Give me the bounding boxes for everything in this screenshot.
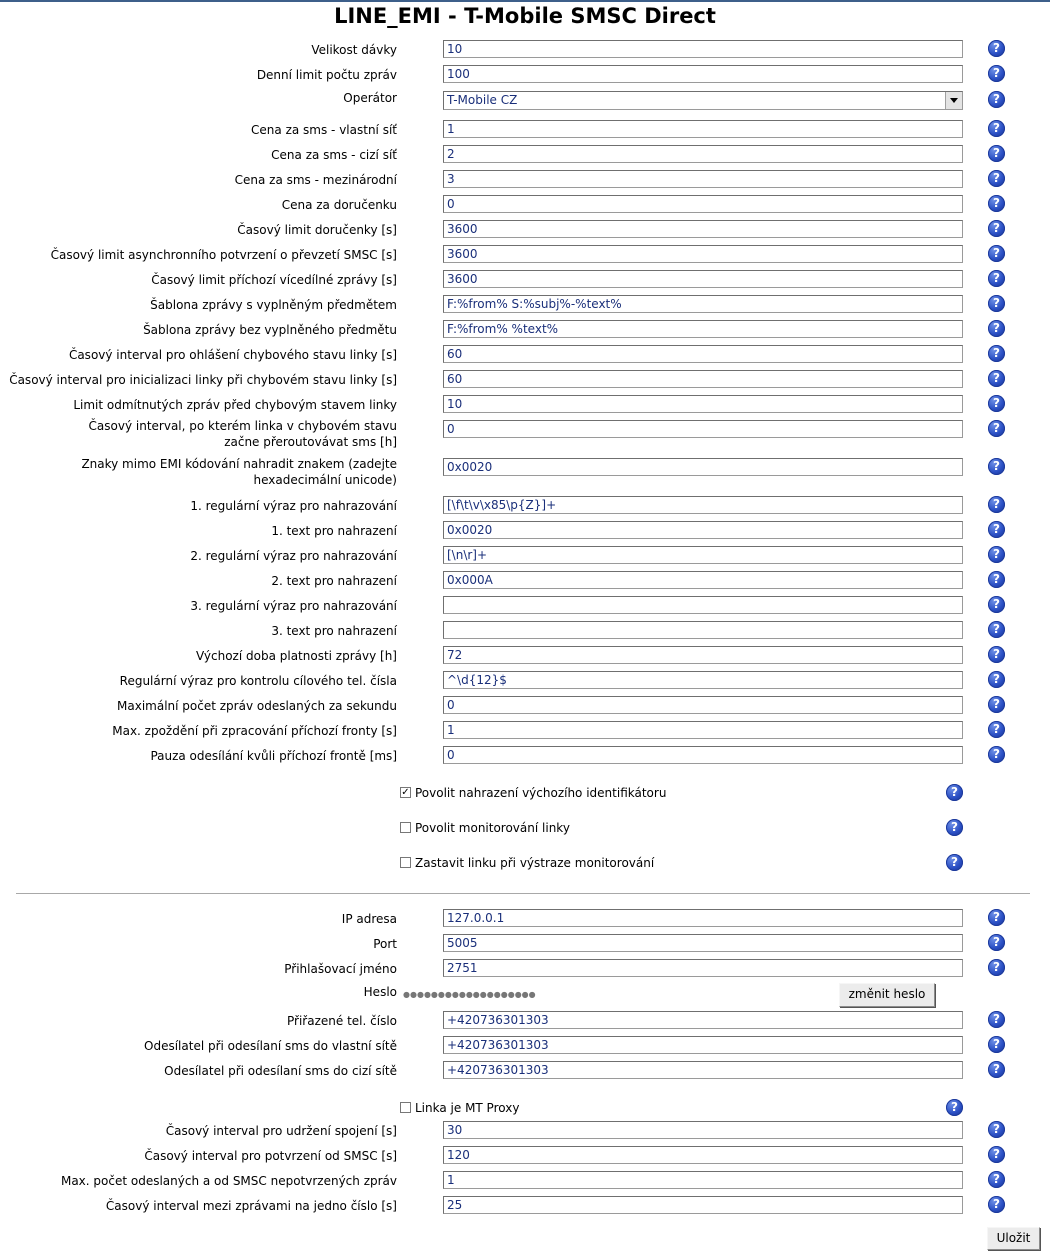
number-1-input[interactable] xyxy=(443,1011,963,1029)
save-button[interactable]: Uložit xyxy=(987,1227,1040,1250)
help-icon[interactable]: ? xyxy=(988,1036,1005,1053)
page-title: LINE_EMI - T-Mobile SMSC Direct xyxy=(334,4,716,28)
help-icon[interactable]: ? xyxy=(988,571,1005,588)
help-icon[interactable]: ? xyxy=(946,1099,963,1116)
field-8-input[interactable] xyxy=(443,220,963,238)
field-4-input[interactable] xyxy=(443,120,963,138)
help-icon[interactable]: ? xyxy=(988,195,1005,212)
help-icon[interactable]: ? xyxy=(946,819,963,836)
field-28-value: 0 xyxy=(447,748,455,762)
field-23-label: 3. text pro nahrazení xyxy=(271,624,397,638)
field-21-value: 0x000A xyxy=(447,573,493,587)
help-icon[interactable]: ? xyxy=(988,91,1005,108)
help-icon[interactable]: ? xyxy=(988,1146,1005,1163)
field-24-input[interactable] xyxy=(443,646,963,664)
help-icon[interactable]: ? xyxy=(988,746,1005,763)
field-18-input[interactable] xyxy=(443,496,963,514)
checkbox-3-label: Zastavit linku při výstraze monitorování xyxy=(415,856,655,870)
proxy-4-value: 25 xyxy=(447,1198,463,1212)
field-18-value: [\f\t\v\x85\p{Z}]+ xyxy=(447,498,557,512)
number-3-label: Odesílatel při odesílaní sms do cizí sítě xyxy=(164,1064,397,1078)
help-icon[interactable]: ? xyxy=(988,220,1005,237)
mt-proxy-checkbox[interactable] xyxy=(400,1102,411,1113)
checkbox-2-label: Povolit monitorování linky xyxy=(415,821,570,835)
field-5-value: 2 xyxy=(447,147,455,161)
field-10-input[interactable] xyxy=(443,270,963,288)
help-icon[interactable]: ? xyxy=(988,458,1005,475)
field-4-value: 1 xyxy=(447,122,455,136)
field-16-value: 0 xyxy=(447,422,455,436)
field-9-value: 3600 xyxy=(447,247,478,261)
help-icon[interactable]: ? xyxy=(988,496,1005,513)
field-24-value: 72 xyxy=(447,648,463,662)
field-17-input[interactable] xyxy=(443,458,963,476)
connection-1-label: IP adresa xyxy=(341,912,397,926)
field-27-input[interactable] xyxy=(443,721,963,739)
proxy-1-value: 30 xyxy=(447,1123,463,1137)
field-22-input[interactable] xyxy=(443,596,963,614)
help-icon[interactable]: ? xyxy=(988,345,1005,362)
field-22-label: 3. regulární výraz pro nahrazování xyxy=(190,599,397,613)
field-14-label: Časový interval pro inicializaci linky při chybovém stavu linky [s] xyxy=(9,373,397,387)
proxy-3-value: 1 xyxy=(447,1173,455,1187)
field-13-input[interactable] xyxy=(443,345,963,363)
field-2-value: 100 xyxy=(447,67,470,81)
checkbox-1[interactable]: ✓ xyxy=(401,787,410,798)
help-icon[interactable]: ? xyxy=(988,170,1005,187)
field-3-value: T-Mobile CZ xyxy=(447,93,518,107)
field-27-value: 1 xyxy=(447,723,455,737)
field-15-label: Limit odmítnutých zpráv před chybovým stavem linky xyxy=(73,398,397,412)
help-icon[interactable]: ? xyxy=(988,370,1005,387)
field-11-input[interactable] xyxy=(443,295,963,313)
connection-3-label: Přihlašovací jméno xyxy=(284,962,397,976)
proxy-4-input[interactable] xyxy=(443,1196,963,1214)
field-10-label: Časový limit příchozí vícedílné zprávy [s] xyxy=(151,273,397,287)
field-20-label: 2. regulární výraz pro nahrazování xyxy=(190,549,397,563)
field-3-label: Operátor xyxy=(343,91,397,105)
field-23-input[interactable] xyxy=(443,621,963,639)
help-icon[interactable]: ? xyxy=(988,621,1005,638)
connection-2-value: 5005 xyxy=(447,936,478,950)
help-icon[interactable]: ? xyxy=(988,1196,1005,1213)
help-icon[interactable]: ? xyxy=(988,420,1005,437)
field-8-label: Časový limit doručenky [s] xyxy=(237,223,397,237)
field-25-value: ^\d{12}$ xyxy=(447,673,507,687)
field-21-input[interactable] xyxy=(443,571,963,589)
help-icon[interactable]: ? xyxy=(988,120,1005,137)
field-7-value: 0 xyxy=(447,197,455,211)
number-2-label: Odesílatel při odesílaní sms do vlastní sítě xyxy=(144,1039,397,1053)
field-9-label: Časový limit asynchronního potvrzení o převzetí SMSC [s] xyxy=(50,248,397,262)
field-12-value: F:%from% %text% xyxy=(447,322,559,336)
connection-3-input[interactable] xyxy=(443,959,963,977)
number-1-value: +420736301303 xyxy=(447,1013,549,1027)
field-16-label: Časový interval, po kterém linka v chybovém stavu začne přeroutovávat sms [h] xyxy=(88,419,397,449)
help-icon[interactable]: ? xyxy=(988,295,1005,312)
field-27-label: Max. zpoždění při zpracování příchozí fronty [s] xyxy=(112,724,397,738)
field-14-value: 60 xyxy=(447,372,463,386)
checkbox-2[interactable] xyxy=(400,822,411,833)
field-14-input[interactable] xyxy=(443,370,963,388)
field-2-input[interactable] xyxy=(443,65,963,83)
proxy-3-label: Max. počet odeslaných a od SMSC nepotvrzených zpráv xyxy=(60,1174,397,1188)
field-6-label: Cena za sms - mezinárodní xyxy=(234,173,397,187)
connection-2-label: Port xyxy=(373,937,397,951)
number-3-input[interactable] xyxy=(443,1061,963,1079)
help-icon[interactable]: ? xyxy=(988,646,1005,663)
field-18-label: 1. regulární výraz pro nahrazování xyxy=(190,499,397,513)
field-5-label: Cena za sms - cizí síť xyxy=(271,148,397,162)
field-26-input[interactable] xyxy=(443,696,963,714)
proxy-2-label: Časový interval pro potvrzení od SMSC [s] xyxy=(144,1149,397,1163)
field-6-input[interactable] xyxy=(443,170,963,188)
field-11-label: Šablona zprávy s vyplněným předmětem xyxy=(150,298,397,312)
help-icon[interactable]: ? xyxy=(988,1061,1005,1078)
field-25-input[interactable] xyxy=(443,671,963,689)
help-icon[interactable]: ? xyxy=(988,671,1005,688)
field-17-label: Znaky mimo EMI kódování nahradit znakem (zadejte hexadecimální unicode) xyxy=(81,457,397,487)
field-1-label: Velikost dávky xyxy=(311,43,397,57)
field-13-label: Časový interval pro ohlášení chybového stavu linky [s] xyxy=(68,348,397,362)
help-icon[interactable]: ? xyxy=(988,145,1005,162)
field-25-label: Regulární výraz pro kontrolu cílového tel. čísla xyxy=(119,674,397,688)
field-26-value: 0 xyxy=(447,698,455,712)
field-7-label: Cena za doručenku xyxy=(281,198,397,212)
field-2-label: Denní limit počtu zpráv xyxy=(256,68,397,82)
field-10-value: 3600 xyxy=(447,272,478,286)
help-icon[interactable]: ? xyxy=(988,1121,1005,1138)
field-20-value: [\n\r]+ xyxy=(447,548,488,562)
field-15-input[interactable] xyxy=(443,395,963,413)
field-12-input[interactable] xyxy=(443,320,963,338)
checkbox-1-label: Povolit nahrazení výchozího identifikátoru xyxy=(415,786,667,800)
help-icon[interactable]: ? xyxy=(988,65,1005,82)
password-label: Heslo xyxy=(363,985,397,999)
field-7-input[interactable] xyxy=(443,195,963,213)
help-icon[interactable]: ? xyxy=(988,696,1005,713)
proxy-1-label: Časový interval pro udržení spojení [s] xyxy=(165,1124,397,1138)
field-19-value: 0x0020 xyxy=(447,523,493,537)
connection-3-value: 2751 xyxy=(447,961,478,975)
field-15-value: 10 xyxy=(447,397,463,411)
help-icon[interactable]: ? xyxy=(988,395,1005,412)
help-icon[interactable]: ? xyxy=(988,270,1005,287)
help-icon[interactable]: ? xyxy=(946,854,963,871)
help-icon[interactable]: ? xyxy=(988,1011,1005,1028)
number-2-input[interactable] xyxy=(443,1036,963,1054)
connection-1-input[interactable] xyxy=(443,909,963,927)
password-mask: ●●●●●●●●●●●●●●●●●●● xyxy=(403,990,536,999)
field-28-input[interactable] xyxy=(443,746,963,764)
field-12-label: Šablona zprávy bez vyplněného předmětu xyxy=(143,323,397,337)
field-19-label: 1. text pro nahrazení xyxy=(271,524,397,538)
field-19-input[interactable] xyxy=(443,521,963,539)
checkbox-3[interactable] xyxy=(400,857,411,868)
number-3-value: +420736301303 xyxy=(447,1063,549,1077)
field-13-value: 60 xyxy=(447,347,463,361)
field-16-input[interactable] xyxy=(443,420,963,438)
field-4-label: Cena za sms - vlastní síť xyxy=(251,123,397,137)
help-icon[interactable]: ? xyxy=(988,934,1005,951)
field-6-value: 3 xyxy=(447,172,455,186)
field-1-input[interactable] xyxy=(443,40,963,58)
help-icon[interactable]: ? xyxy=(988,320,1005,337)
help-icon[interactable]: ? xyxy=(988,721,1005,738)
section-divider xyxy=(16,893,1030,894)
field-1-value: 10 xyxy=(447,42,463,56)
help-icon[interactable]: ? xyxy=(988,909,1005,926)
change-password-button[interactable]: změnit heslo xyxy=(839,983,935,1007)
mt-proxy-label: Linka je MT Proxy xyxy=(415,1101,520,1115)
field-21-label: 2. text pro nahrazení xyxy=(271,574,397,588)
field-11-value: F:%from% S:%subj%-%text% xyxy=(447,297,622,311)
connection-2-input[interactable] xyxy=(443,934,963,952)
proxy-2-value: 120 xyxy=(447,1148,470,1162)
help-icon[interactable]: ? xyxy=(988,1171,1005,1188)
proxy-3-input[interactable] xyxy=(443,1171,963,1189)
help-icon[interactable]: ? xyxy=(988,40,1005,57)
field-5-input[interactable] xyxy=(443,145,963,163)
field-20-input[interactable] xyxy=(443,546,963,564)
number-2-value: +420736301303 xyxy=(447,1038,549,1052)
field-24-label: Výchozí doba platnosti zprávy [h] xyxy=(196,649,397,663)
help-icon[interactable]: ? xyxy=(988,245,1005,262)
field-26-label: Maximální počet zpráv odeslaných za sekundu xyxy=(117,699,397,713)
help-icon[interactable]: ? xyxy=(988,521,1005,538)
field-17-value: 0x0020 xyxy=(447,460,493,474)
help-icon[interactable]: ? xyxy=(988,596,1005,613)
proxy-2-input[interactable] xyxy=(443,1146,963,1164)
field-28-label: Pauza odesílání kvůli příchozí frontě [ms] xyxy=(150,749,397,763)
proxy-1-input[interactable] xyxy=(443,1121,963,1139)
proxy-4-label: Časový interval mezi zprávami na jedno číslo [s] xyxy=(105,1199,397,1213)
connection-1-value: 127.0.0.1 xyxy=(447,911,505,925)
top-border xyxy=(0,0,1050,2)
field-9-input[interactable] xyxy=(443,245,963,263)
number-1-label: Přiřazené tel. číslo xyxy=(287,1014,397,1028)
help-icon[interactable]: ? xyxy=(988,959,1005,976)
help-icon[interactable]: ? xyxy=(946,784,963,801)
chevron-down-icon[interactable] xyxy=(945,92,962,109)
field-8-value: 3600 xyxy=(447,222,478,236)
help-icon[interactable]: ? xyxy=(988,546,1005,563)
field-3-select[interactable] xyxy=(443,91,963,110)
